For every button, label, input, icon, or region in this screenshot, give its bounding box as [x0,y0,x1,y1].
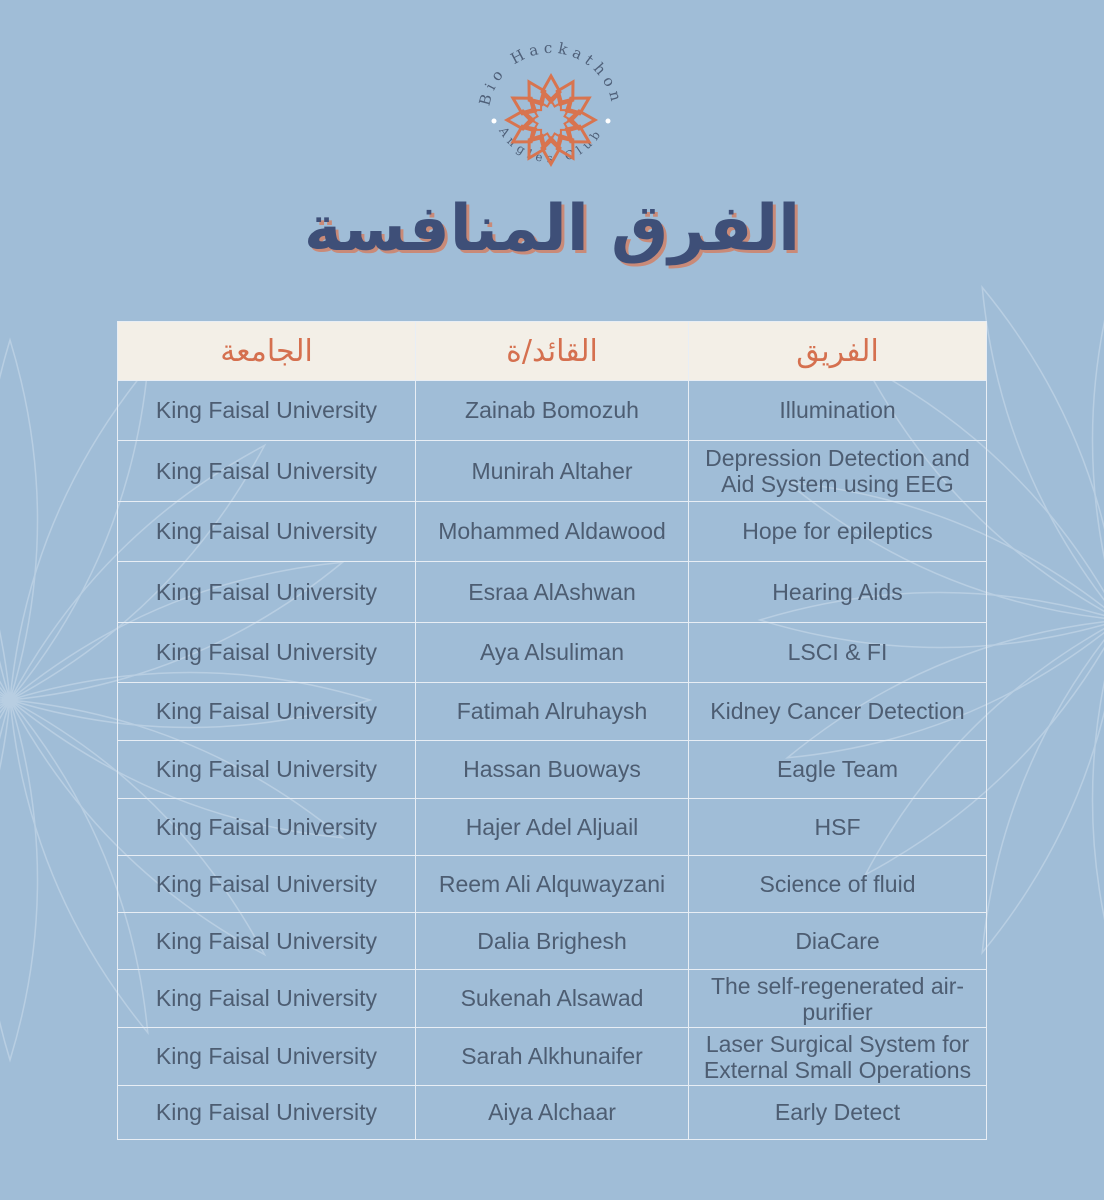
cell-university: King Faisal University [118,856,416,913]
cell-team: Illumination [689,381,987,441]
cell-team: LSCI & FI [689,623,987,683]
table-row [118,562,987,623]
cell-university: King Faisal University [118,799,416,856]
cell-team: Eagle Team [689,741,987,799]
table-row [118,683,987,741]
table-row [118,1028,987,1086]
logo-dot-right [606,119,611,124]
logo-club-text: Angles Club [496,124,606,166]
bio-hackathon-logo [471,20,631,190]
table-row [118,970,987,1028]
cell-university: King Faisal University [118,913,416,970]
cell-team: Laser Surgical System for External Small Operations [689,1028,987,1086]
cell-university: King Faisal University [118,562,416,623]
cell-university: King Faisal University [118,741,416,799]
cell-leader: Fatimah Alruhaysh [416,683,689,741]
cell-leader: Sarah Alkhunaifer [416,1028,689,1086]
table-header-row [118,322,987,381]
header-university: الجامعة [118,322,416,381]
cell-leader: Aya Alsuliman [416,623,689,683]
cell-university: King Faisal University [118,381,416,441]
cell-university: King Faisal University [118,623,416,683]
teams-table [117,321,987,1140]
cell-team: Science of fluid [689,856,987,913]
cell-team: The self-regenerated air-purifier [689,970,987,1028]
cell-university: King Faisal University [118,970,416,1028]
table-row [118,381,987,441]
cell-team: Hearing Aids [689,562,987,623]
cell-team: DiaCare [689,913,987,970]
cell-leader: Esraa AlAshwan [416,562,689,623]
cell-team: HSF [689,799,987,856]
cell-leader: Reem Ali Alquwayzani [416,856,689,913]
header-team: الفريق [689,322,987,381]
cell-leader: Zainab Bomozuh [416,381,689,441]
cell-leader: Aiya Alchaar [416,1086,689,1140]
table-row [118,441,987,502]
header-leader: القائد/ة [416,322,689,381]
svg-text:Angles Club [496,123,606,165]
cell-university: King Faisal University [118,441,416,502]
cell-university: King Faisal University [118,502,416,562]
cell-team: Kidney Cancer Detection [689,683,987,741]
page-title: الفرق المنافسة [303,192,801,266]
cell-university: King Faisal University [118,1028,416,1086]
logo-dot-left [492,119,497,124]
table-row [118,799,987,856]
cell-leader: Hassan Buoways [416,741,689,799]
table-row [118,741,987,799]
table-row [118,502,987,562]
cell-leader: Mohammed Aldawood [416,502,689,562]
cell-team: Hope for epileptics [689,502,987,562]
cell-leader: Dalia Brighesh [416,913,689,970]
cell-leader: Munirah Altaher [416,441,689,502]
cell-leader: Hajer Adel Aljuail [416,799,689,856]
table-row [118,623,987,683]
table-row [118,1086,987,1140]
cell-university: King Faisal University [118,1086,416,1140]
cell-university: King Faisal University [118,683,416,741]
cell-team: Depression Detection and Aid System using EEG [689,441,987,502]
table-row [118,856,987,913]
logo-name-text: Bio Hackathon [475,38,627,108]
table-row [118,913,987,970]
cell-leader: Sukenah Alsawad [416,970,689,1028]
cell-team: Early Detect [689,1086,987,1140]
